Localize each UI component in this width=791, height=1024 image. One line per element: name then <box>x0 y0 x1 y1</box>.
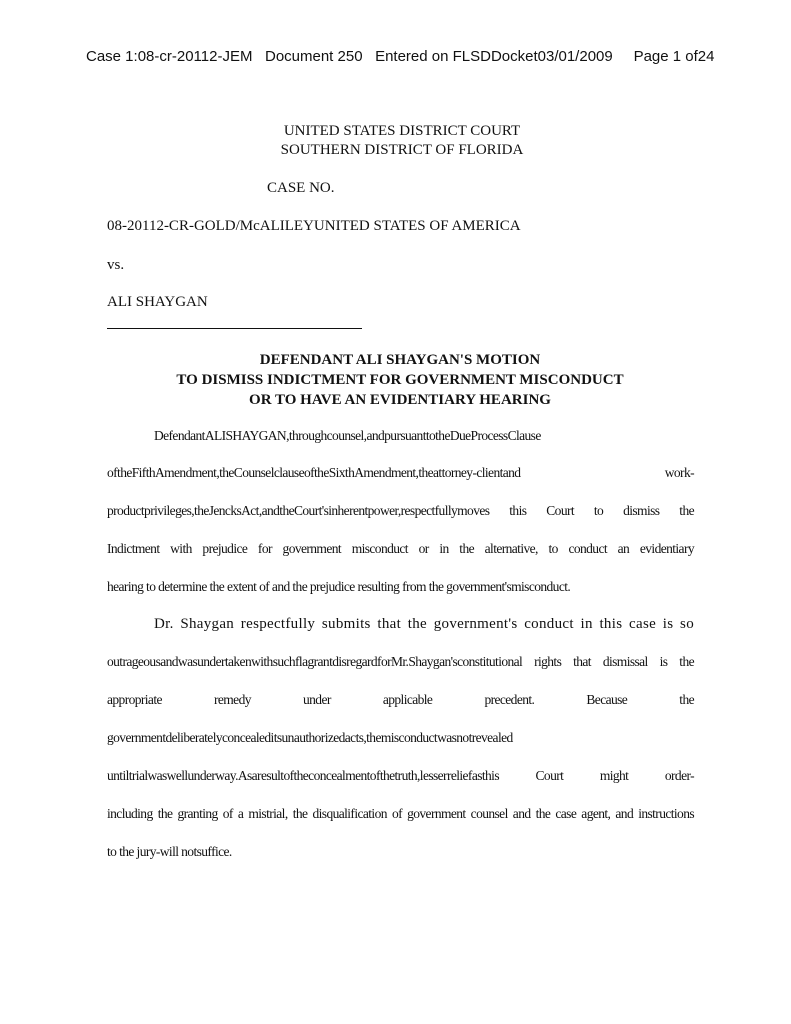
paragraph-2-line-5: untiltrialwaswellunderway.Asaresultoftheconcealmentofthetruth,lesserreliefasthis Court might order- <box>107 768 694 783</box>
header-entered-date: Entered on FLSDDocket03/01/2009 <box>375 48 613 65</box>
case-number-label: CASE NO. <box>267 180 335 196</box>
motion-title <box>0 350 791 410</box>
header-page-number: Page 1 of24 <box>633 48 715 65</box>
versus-label: vs. <box>107 257 125 273</box>
court-caption <box>0 122 791 160</box>
paragraph-1-line-3: productprivileges,theJencksAct,andtheCourt'sinherentpower,respectfullymoves this Court to dismiss the <box>107 503 694 518</box>
title-line-2: TO DISMISS INDICTMENT FOR GOVERNMENT MISCONDUCT <box>176 372 624 388</box>
paragraph-1-line-1: DefendantALISHAYGAN,throughcounsel,andpursuanttotheDueProcessClause <box>154 428 541 443</box>
paragraph-2-line-4: governmentdeliberatelyconcealeditsunauthorizedacts,themisconductwasnotrevealed <box>107 730 513 745</box>
paragraph-2-line-3: appropriate remedy under applicable precedent. Because the <box>107 692 694 707</box>
paragraph-1-line-5: hearing to determine the extent of and the prejudice resulting from the government'smisconduct. <box>107 579 571 594</box>
paragraph-2-line-6: including the granting of a mistrial, the disqualification of government counsel and the case agent, and instructions <box>107 806 694 821</box>
title-line-1: DEFENDANT ALI SHAYGAN'S MOTION <box>259 352 541 368</box>
paragraph-1-line-2: oftheFifthAmendment,theCounselclauseoftheSixthAmendment,theattorney-clientand work- <box>107 465 694 480</box>
court-district: SOUTHERN DISTRICT OF FLORIDA <box>280 142 524 158</box>
paragraph-2-line-1: Dr. Shaygan respectfully submits that the government's conduct in this case is so <box>154 616 694 632</box>
header-case-number: Case 1:08-cr-20112-JEM <box>86 48 253 65</box>
defendant-name: ALI SHAYGAN <box>107 294 208 310</box>
case-number-and-plaintiff: 08-20112-CR-GOLD/McALILEYUNITED STATES OF AMERICA <box>107 218 521 234</box>
court-name: UNITED STATES DISTRICT COURT <box>283 123 521 139</box>
header-document-number: Document 250 <box>264 48 363 65</box>
title-line-3: OR TO HAVE AN EVIDENTIARY HEARING <box>249 392 551 408</box>
caption-divider <box>107 328 362 329</box>
page-header <box>86 48 726 65</box>
paragraph-2-line-7: to the jury-will notsuffice. <box>107 844 232 859</box>
paragraph-2-line-2: outrageousandwasundertakenwithsuchflagrantdisregardforMr.Shaygan'sconstitutional rights that dismissal is the <box>107 654 694 669</box>
paragraph-1-line-4: Indictment with prejudice for government misconduct or in the alternative, to conduct an evidentiary <box>107 541 694 556</box>
